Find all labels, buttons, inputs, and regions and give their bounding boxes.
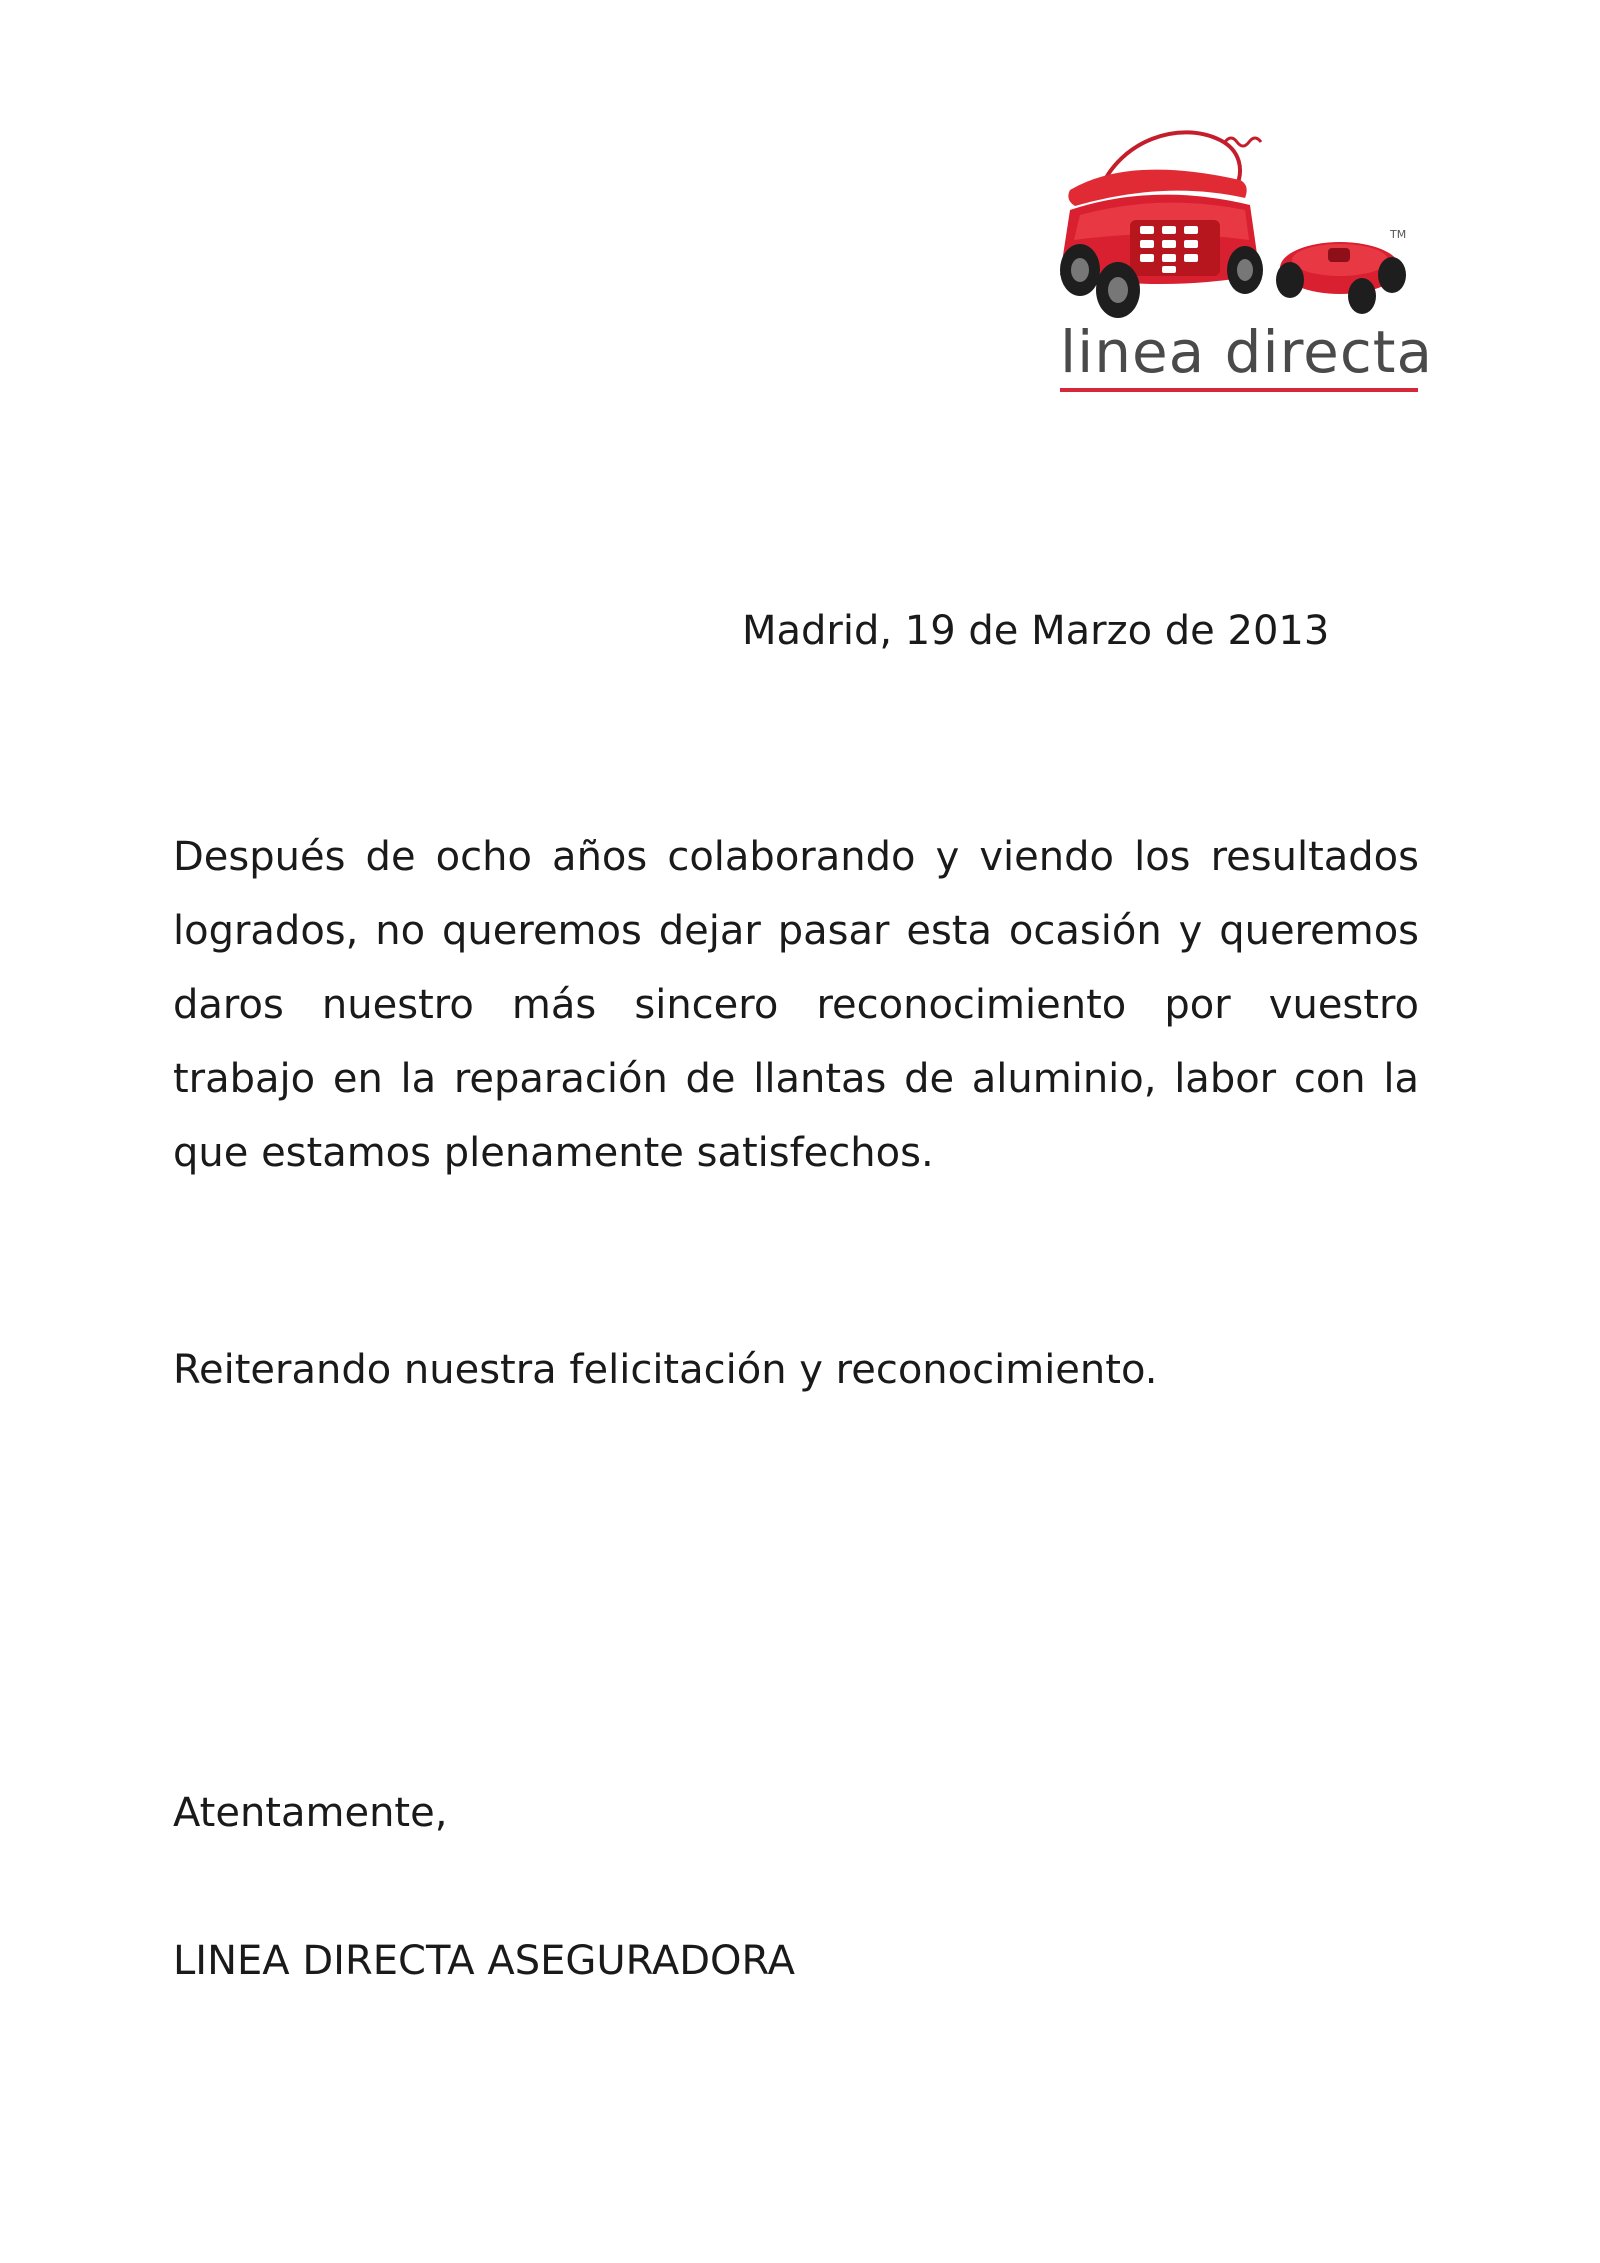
letter-date: Madrid, 19 de Marzo de 2013 — [742, 608, 1330, 654]
signature-company: LINEA DIRECTA ASEGURADORA — [173, 1938, 796, 1984]
brand-name: linea directa — [1060, 318, 1434, 386]
red-mouse-car-icon — [1276, 242, 1406, 314]
salutation: Atentamente, — [173, 1790, 448, 1836]
red-telephone-car-icon — [1040, 120, 1420, 320]
closing-line: Reiterando nuestra felicitación y reconocimiento. — [173, 1347, 1158, 1393]
brand-underline — [1060, 388, 1418, 392]
letter-body: Después de ocho años colaborando y viendo los resultados logrados, no queremos dejar pasar esta ocasión y queremos daros nuestro más sincero reconocimiento por vuestro trabajo en la reparación de llantas de aluminio, labor con la que estamos plenamente satisfechos. — [173, 834, 1419, 1176]
company-logo — [1040, 120, 1434, 400]
trademark-mark: TM — [1390, 228, 1407, 241]
